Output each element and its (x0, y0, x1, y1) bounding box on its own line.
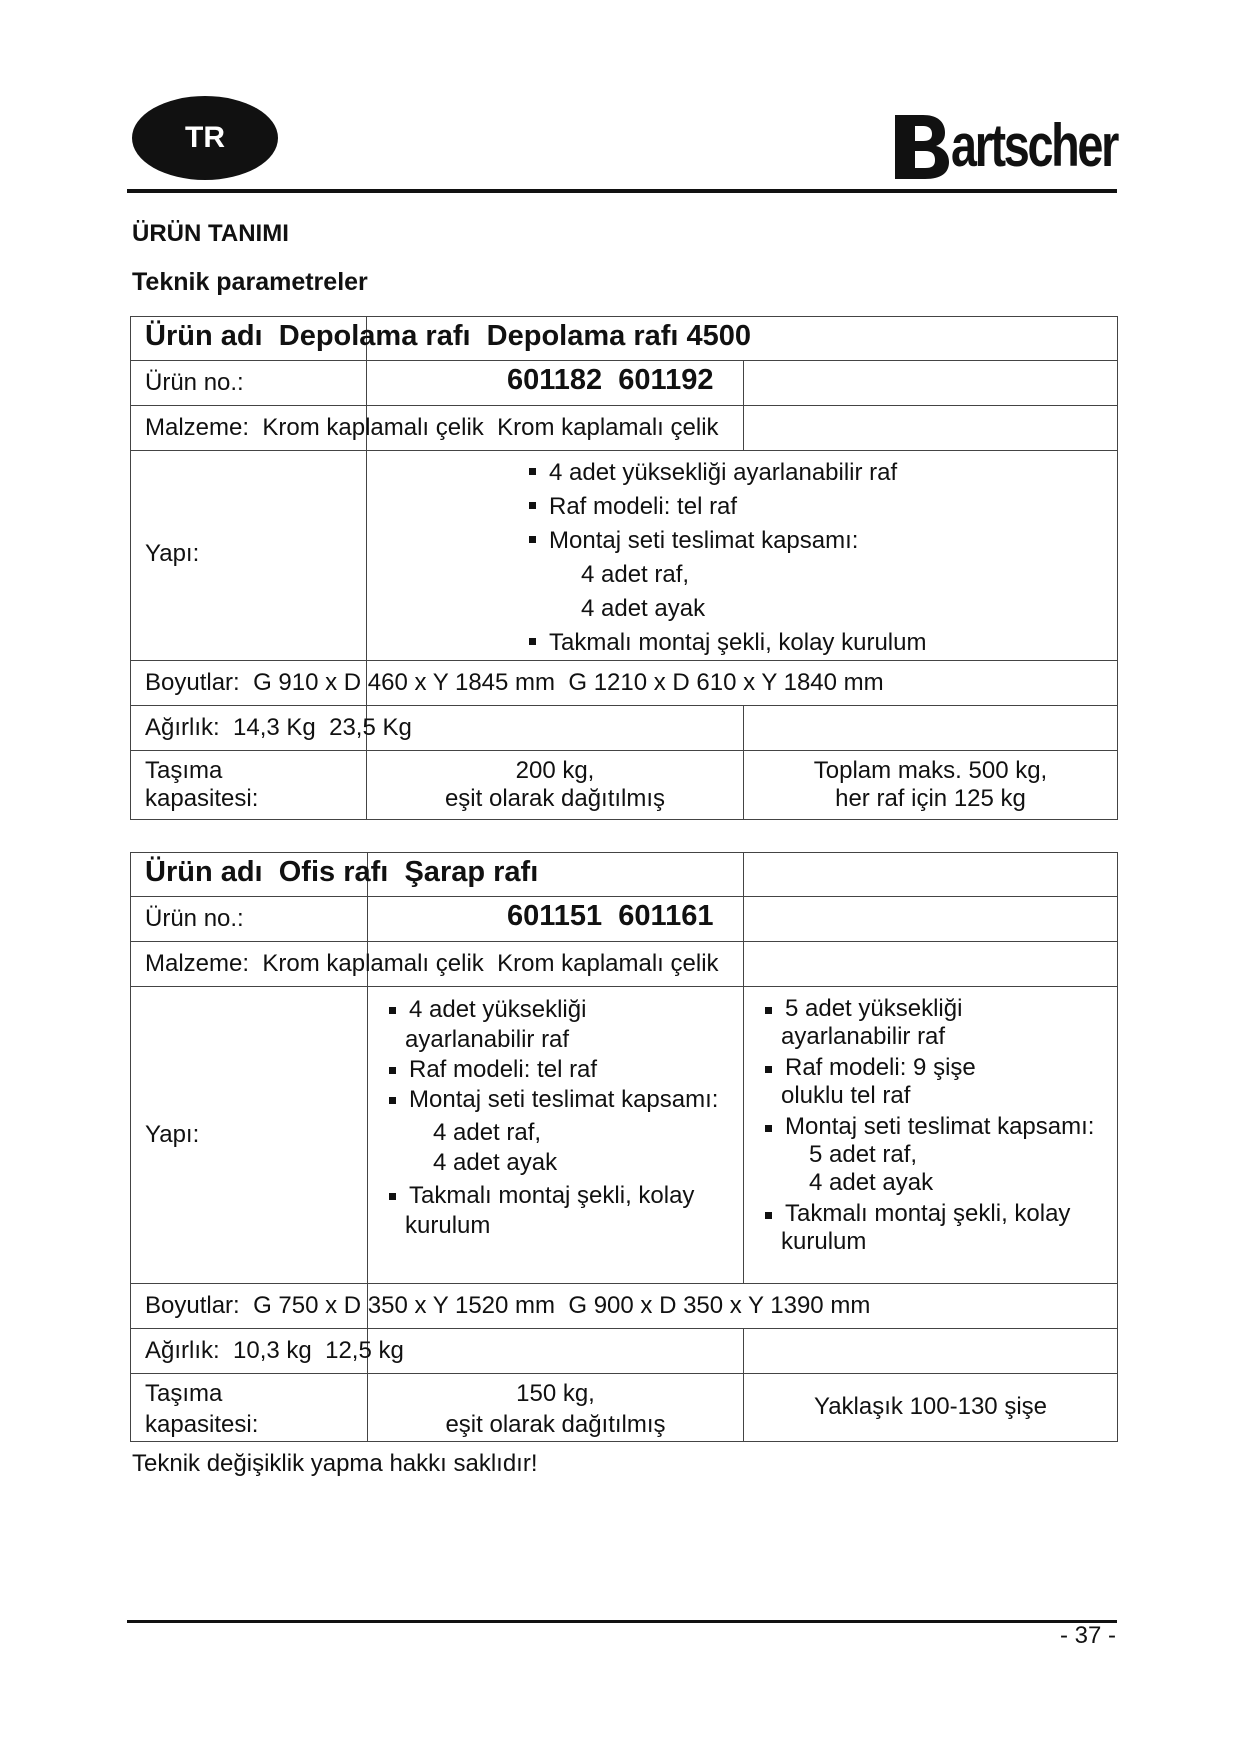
header-divider (127, 189, 1117, 193)
weight-b: 23,5 Kg (329, 714, 412, 741)
structure-sub-item: 4 adet ayak (433, 1149, 558, 1176)
footnote: Teknik değişiklik yapma hakkı saklıdır! (132, 1450, 538, 1477)
product-name-row (145, 858, 538, 886)
product-no-values (507, 902, 713, 930)
structure-item-line: 4 adet yüksekliği (409, 996, 587, 1023)
structure-item-line: kurulum (405, 1212, 491, 1239)
material-a: Krom kaplamalı çelik (262, 950, 484, 977)
product-no-label: Ürün no.: (145, 905, 244, 932)
capacity-b: Yaklaşık 100-130 şişe (813, 1393, 1047, 1420)
capacity-a-line1: 200 kg, (515, 757, 595, 784)
structure-item-line: ayarlanabilir raf (781, 1023, 946, 1050)
brand-logo (895, 106, 1164, 186)
dimensions-a: G 750 x D 350 x Y 1520 mm (253, 1292, 556, 1319)
capacity-b-line1: Toplam maks. 500 kg, (813, 757, 1048, 784)
material-label: Malzeme: (145, 414, 250, 441)
product-no-a: 601151 (507, 900, 603, 932)
structure-item: Takmalı montaj şekli, kolay (385, 1181, 718, 1211)
structure-label: Yapı: (145, 540, 200, 567)
structure-item: Takmalı montaj şekli, kolay (761, 1200, 1094, 1228)
structure-item: Takmalı montaj şekli, kolay kurulum (525, 626, 926, 660)
structure-sub-item: 4 adet raf, (433, 1119, 542, 1146)
capacity-b-line2: her raf için 125 kg (835, 785, 1026, 812)
weight-row (145, 1337, 404, 1365)
product-no-b: 601161 (618, 900, 714, 932)
structure-item: Raf modeli: tel raf (525, 490, 926, 524)
capacity-label-line1: Taşıma (145, 1380, 223, 1407)
product-no-label: Ürün no.: (145, 369, 244, 396)
structure-item: Montaj seti teslimat kapsamı: (525, 524, 926, 558)
capacity-label-line1: Taşıma (145, 757, 223, 784)
product-name-b: Depolama rafı 4500 (486, 320, 752, 352)
dimensions-b: G 1210 x D 610 x Y 1840 mm (568, 669, 884, 696)
weight-label: Ağırlık: (145, 1337, 220, 1364)
product-name-a: Ofis rafı (278, 856, 389, 888)
structure-sub-item: 4 adet ayak (809, 1169, 934, 1196)
footer-divider (127, 1620, 1117, 1623)
product-name-a: Depolama rafı (278, 320, 471, 352)
brand-name: artscher (951, 112, 1117, 179)
weight-a: 10,3 kg (233, 1337, 312, 1364)
section-title: ÜRÜN TANIMI (132, 220, 289, 247)
material-a: Krom kaplamalı çelik (262, 414, 484, 441)
dimensions-label: Boyutlar: (145, 669, 240, 696)
product-no-a: 601182 (507, 364, 603, 396)
structure-item: 5 adet yüksekliği (761, 995, 1094, 1023)
capacity-label (145, 757, 258, 813)
product-name-row (145, 322, 751, 350)
structure-item: Raf modeli: tel raf (385, 1055, 718, 1085)
dimensions-label: Boyutlar: (145, 1292, 240, 1319)
structure-item-line: kurulum (781, 1228, 867, 1255)
spec-table-1 (130, 316, 1118, 820)
capacity-label-line2: kapasitesi: (145, 1411, 259, 1438)
structure-sub-item: 4 adet ayak (581, 595, 706, 622)
structure-item-line: oluklu tel raf (781, 1082, 911, 1109)
product-name-b: Şarap rafı (404, 856, 539, 888)
capacity-a-line1: 150 kg, (516, 1380, 595, 1407)
structure-item (385, 995, 718, 1025)
structure-label: Yapı: (145, 1121, 200, 1148)
brand-logo-mark-icon (895, 111, 953, 181)
page-number: - 37 - (1060, 1622, 1117, 1649)
weight-row (145, 714, 412, 742)
dimensions-a: G 910 x D 460 x Y 1845 mm (253, 669, 556, 696)
language-code: TR (185, 121, 225, 154)
product-no-b: 601192 (618, 364, 714, 396)
capacity-label-line2: kapasitesi: (145, 785, 259, 812)
capacity-label (145, 1378, 258, 1440)
structure-list-a (385, 995, 718, 1241)
capacity-a (368, 1378, 743, 1440)
structure-item-line: ayarlanabilir raf (405, 1026, 570, 1053)
structure-item: Montaj seti teslimat kapsamı: (385, 1085, 718, 1115)
structure-item: Raf modeli: 9 şişe (761, 1054, 1094, 1082)
spec-table-2 (130, 852, 1118, 1442)
weight-label: Ağırlık: (145, 714, 220, 741)
capacity-a (367, 757, 743, 813)
dimensions-row (145, 1292, 870, 1320)
structure-list (525, 456, 926, 660)
capacity-a-line2: eşit olarak dağıtılmış (444, 785, 666, 812)
subsection-title: Teknik parametreler (132, 268, 368, 296)
material-label: Malzeme: (145, 950, 250, 977)
product-name-label: Ürün adı (145, 856, 263, 888)
product-name-label: Ürün adı (145, 320, 263, 352)
material-b: Krom kaplamalı çelik (497, 950, 719, 977)
structure-item: Montaj seti teslimat kapsamı: (761, 1113, 1094, 1141)
material-row (145, 414, 719, 442)
structure-sub-item: 4 adet raf, (581, 561, 690, 588)
capacity-b (744, 757, 1117, 813)
structure-item: 4 adet yüksekliği ayarlanabilir raf (525, 456, 926, 490)
material-b: Krom kaplamalı çelik (497, 414, 719, 441)
language-badge (132, 96, 278, 180)
weight-b: 12,5 kg (325, 1337, 404, 1364)
dimensions-row (145, 669, 884, 697)
product-no-values (507, 366, 713, 394)
structure-sub-item: 5 adet raf, (809, 1141, 918, 1168)
weight-a: 14,3 Kg (233, 714, 316, 741)
dimensions-b: G 900 x D 350 x Y 1390 mm (568, 1292, 871, 1319)
capacity-a-line2: eşit olarak dağıtılmış (445, 1411, 666, 1438)
material-row (145, 950, 719, 978)
structure-list-b (761, 995, 1094, 1256)
